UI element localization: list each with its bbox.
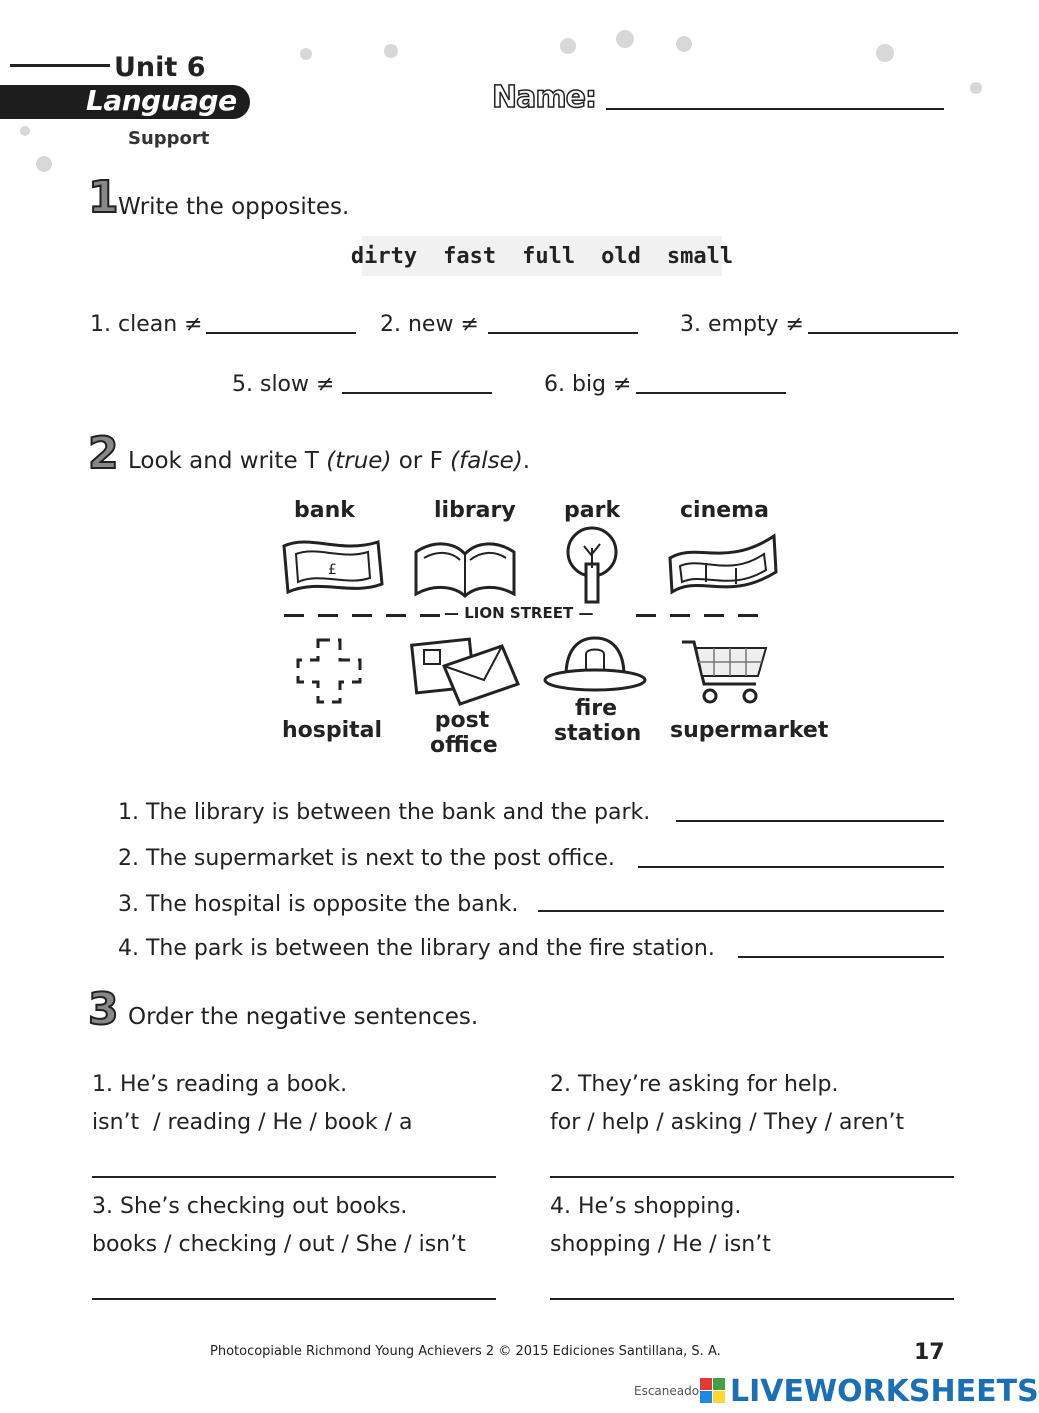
- word-bank-word: full: [522, 243, 576, 269]
- tree-icon: [560, 524, 624, 604]
- section-3-instruction: Order the negative sentences.: [128, 1004, 479, 1030]
- opposite-item: 6. big ≠: [544, 372, 632, 397]
- place-label-line: post: [434, 708, 490, 733]
- true-false-answer-line[interactable]: [538, 910, 944, 912]
- word-bank-word: dirty: [350, 243, 418, 269]
- opposite-item: 3. empty ≠: [680, 312, 804, 337]
- opposite-item: 2. new ≠: [380, 312, 479, 337]
- negative-sentence: 1. He’s reading a book.: [92, 1072, 348, 1097]
- page-number: 17: [914, 1340, 945, 1365]
- scanned-note: Escaneado: [634, 1384, 700, 1398]
- street-label: — LION STREET —: [444, 604, 594, 622]
- name-label: Name:: [492, 80, 596, 115]
- order-answer-line[interactable]: [550, 1176, 954, 1178]
- place-label-post-office: [430, 708, 498, 758]
- negative-sentence: 4. He’s shopping.: [550, 1194, 742, 1219]
- name-answer-line[interactable]: [606, 108, 944, 110]
- scrambled-words: isn’t / reading / He / book / a: [92, 1110, 413, 1135]
- language-title: Language: [86, 84, 237, 117]
- true-false-sentence: 3. The hospital is opposite the bank.: [118, 892, 519, 917]
- order-answer-line[interactable]: [92, 1298, 496, 1300]
- banknote-icon: [280, 532, 386, 602]
- place-label-cinema: cinema: [680, 498, 769, 523]
- street-dash: [420, 614, 440, 617]
- negative-sentence: 3. She’s checking out books.: [92, 1194, 408, 1219]
- street-dash: [636, 614, 656, 617]
- place-label-library: library: [434, 498, 516, 523]
- instruction-true: (true): [326, 448, 392, 474]
- negative-sentence: 2. They’re asking for help.: [550, 1072, 839, 1097]
- decor-dot: [300, 48, 312, 60]
- decor-dot: [36, 156, 52, 172]
- liveworksheets-brand[interactable]: LIVEWORKSHEETS: [730, 1374, 1039, 1409]
- support-subtitle: Support: [128, 128, 210, 149]
- word-bank: [350, 236, 734, 276]
- section-1-number: 1: [88, 172, 119, 223]
- hospital-cross-icon: [294, 636, 364, 706]
- street-dash: [738, 614, 758, 617]
- decor-dot: [970, 82, 982, 94]
- film-icon: [666, 528, 780, 598]
- decor-dot: [560, 38, 576, 54]
- true-false-sentence: 4. The park is between the library and the fire station.: [118, 936, 715, 961]
- true-false-sentence: 1. The library is between the bank and the park.: [118, 800, 651, 825]
- opposite-answer-line[interactable]: [488, 332, 638, 334]
- unit-title: Unit 6: [114, 52, 206, 83]
- street-dash: [386, 614, 406, 617]
- place-label-bank: bank: [294, 498, 355, 523]
- opposite-answer-line[interactable]: [808, 332, 958, 334]
- street-dash: [284, 614, 304, 617]
- true-false-sentence: 2. The supermarket is next to the post office.: [118, 846, 615, 871]
- copyright-footer: Photocopiable Richmond Young Achievers 2 © 2015 Ediciones Santillana, S. A.: [210, 1344, 721, 1359]
- street-dash: [352, 614, 372, 617]
- instruction-text: or F: [391, 448, 451, 474]
- envelope-icon: [410, 636, 522, 706]
- decor-dot: [20, 126, 30, 136]
- place-label-fire-station: [554, 696, 642, 746]
- section-1-instruction: Write the opposites.: [118, 194, 350, 220]
- decor-dot: [616, 30, 634, 48]
- instruction-text: Look and write T: [128, 448, 327, 474]
- opposite-answer-line[interactable]: [342, 392, 492, 394]
- place-label-line: station: [554, 721, 642, 746]
- opposite-item: 1. clean ≠: [90, 312, 203, 337]
- decor-dot: [676, 36, 692, 52]
- fire-helmet-icon: [542, 632, 648, 696]
- instruction-text: .: [522, 448, 531, 474]
- place-label-supermarket: supermarket: [670, 718, 829, 743]
- section-3-number: 3: [88, 984, 119, 1035]
- word-bank-word: small: [666, 243, 734, 269]
- opposite-answer-line[interactable]: [636, 392, 786, 394]
- order-answer-line[interactable]: [92, 1176, 496, 1178]
- true-false-answer-line[interactable]: [676, 820, 944, 822]
- svg-text:£: £: [328, 562, 337, 578]
- opposite-answer-line[interactable]: [206, 332, 356, 334]
- place-label-line: office: [430, 733, 498, 758]
- street-dash: [318, 614, 338, 617]
- street-dash: [670, 614, 690, 617]
- book-icon: [410, 532, 520, 602]
- scrambled-words: for / help / asking / They / aren’t: [550, 1110, 905, 1135]
- place-label-line: fire: [574, 696, 618, 721]
- street-name: LION STREET: [464, 604, 574, 622]
- place-label-hospital: hospital: [282, 718, 383, 743]
- section-2-number: 2: [88, 428, 119, 479]
- header-rule: [10, 64, 110, 67]
- word-bank-word: fast: [443, 243, 497, 269]
- decor-dot: [876, 44, 894, 62]
- opposite-item: 5. slow ≠: [232, 372, 335, 397]
- street-dash: [704, 614, 724, 617]
- shopping-cart-icon: [680, 636, 770, 716]
- instruction-false: (false): [450, 448, 523, 474]
- word-bank-word: old: [601, 243, 641, 269]
- scrambled-words: shopping / He / isn’t: [550, 1232, 771, 1257]
- true-false-answer-line[interactable]: [638, 866, 944, 868]
- true-false-answer-line[interactable]: [738, 956, 944, 958]
- order-answer-line[interactable]: [550, 1298, 954, 1300]
- place-label-park: park: [564, 498, 621, 523]
- scrambled-words: books / checking / out / She / isn’t: [92, 1232, 466, 1257]
- decor-dot: [384, 44, 398, 58]
- liveworksheets-logo-icon: [700, 1378, 726, 1404]
- section-2-instruction: [128, 448, 530, 474]
